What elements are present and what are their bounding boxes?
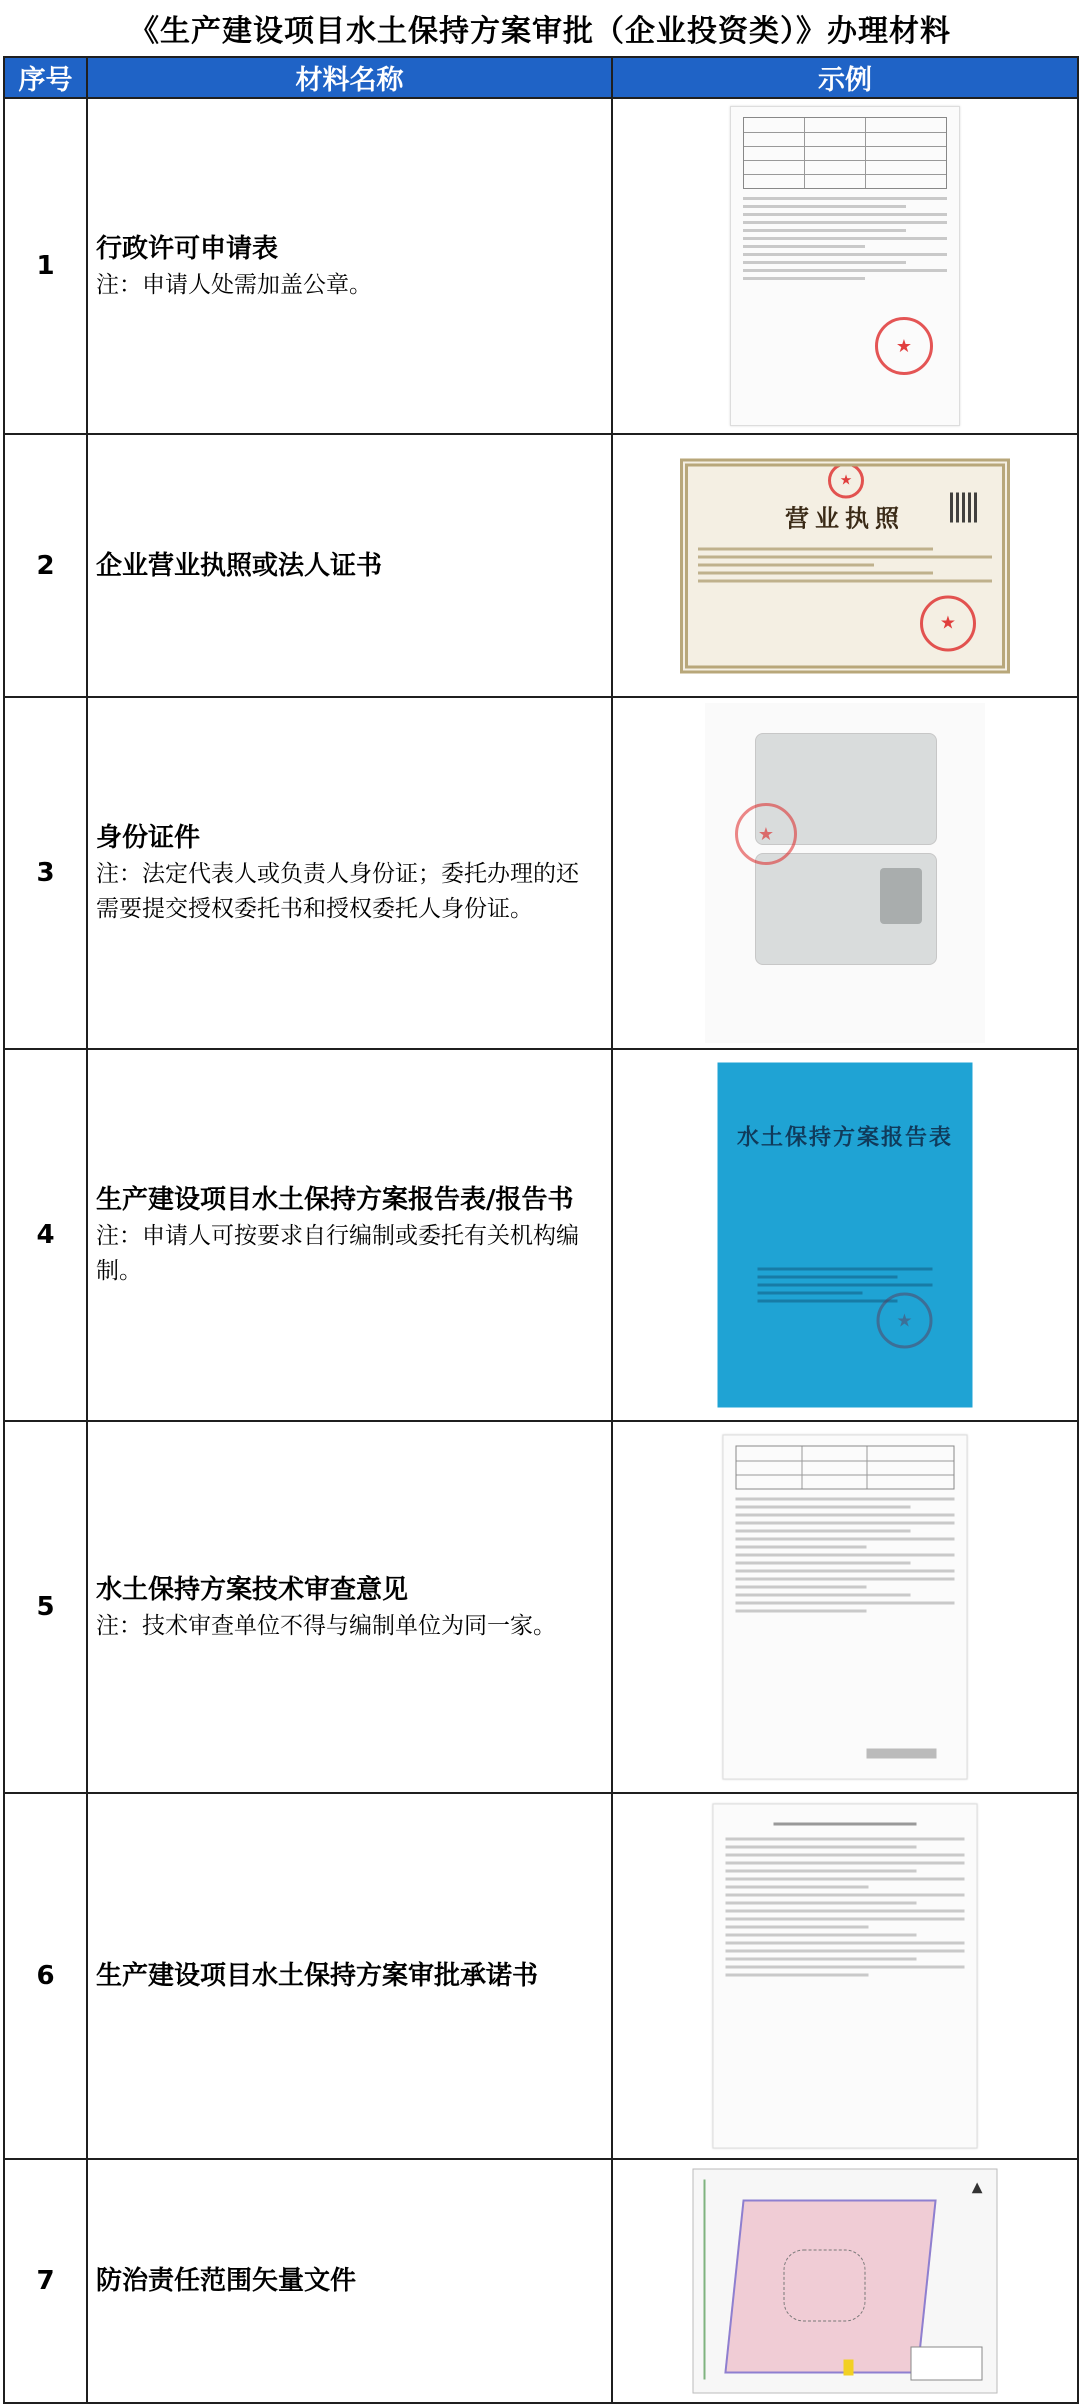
row-example [612, 1421, 1078, 1793]
row-index: 6 [4, 1793, 87, 2159]
header-name: 材料名称 [87, 57, 612, 98]
table-row [4, 1793, 1078, 2159]
material-name: 行政许可申请表 [96, 233, 279, 264]
table-row [4, 697, 1078, 1049]
header-index: 序号 [4, 57, 87, 98]
table-header-row [4, 57, 1078, 98]
header-example: 示例 [612, 57, 1078, 98]
material-name: 生产建设项目水土保持方案报告表/报告书 [96, 1185, 574, 1215]
table-row [4, 434, 1078, 697]
vector-map-icon [693, 2169, 998, 2394]
application-form-icon: ★ [730, 106, 960, 426]
row-index: 1 [4, 98, 87, 434]
id-card-icon: ★ [705, 703, 985, 1043]
row-material [87, 1421, 612, 1793]
report-cover-icon: 水土保持方案报告表 ★ [718, 1063, 973, 1408]
table-row [4, 1421, 1078, 1793]
material-note: 注：申请人处需加盖公章。 [96, 271, 372, 298]
row-example [612, 98, 1078, 434]
row-index: 3 [4, 697, 87, 1049]
commitment-letter-icon [713, 1804, 978, 2149]
row-material [87, 1049, 612, 1421]
table-row [4, 1049, 1078, 1421]
row-example [612, 697, 1078, 1049]
row-index: 4 [4, 1049, 87, 1421]
material-name: 防治责任范围矢量文件 [96, 2266, 357, 2296]
material-name: 生产建设项目水土保持方案审批承诺书 [96, 1961, 539, 1991]
material-name: 身份证件 [96, 823, 201, 853]
row-index: 5 [4, 1421, 87, 1793]
material-note: 注：技术审查单位不得与编制单位为同一家。 [96, 1612, 556, 1639]
row-material [87, 697, 612, 1049]
row-material [87, 1793, 612, 2159]
row-material [87, 2159, 612, 2403]
row-example [612, 1793, 1078, 2159]
table-row [4, 98, 1078, 434]
review-opinion-icon [723, 1435, 968, 1780]
materials-table [3, 56, 1079, 2404]
row-material [87, 434, 612, 697]
material-name: 水土保持方案技术审查意见 [96, 1574, 409, 1605]
row-example [612, 2159, 1078, 2403]
table-row [4, 2159, 1078, 2403]
row-index: 2 [4, 434, 87, 697]
north-arrow-icon: ▲ [971, 2179, 983, 2196]
page-title: 《生产建设项目水土保持方案审批（企业投资类）》办理材料 [129, 14, 951, 49]
cover-title: 水土保持方案报告表 [736, 1125, 953, 1151]
material-note: 注：法定代表人或负责人身份证；委托办理的还需要提交授权委托书和授权委托人身份证。 [96, 861, 579, 922]
material-name: 企业营业执照或法人证书 [96, 550, 383, 581]
row-example [612, 1049, 1078, 1421]
row-index: 7 [4, 2159, 87, 2403]
row-material [87, 98, 612, 434]
business-license-icon: ★ 营业执照 ★ [680, 458, 1010, 673]
row-example [612, 434, 1078, 697]
license-title: 营业执照 [785, 504, 905, 532]
material-note: 注：申请人可按要求自行编制或委托有关机构编制。 [96, 1223, 579, 1284]
